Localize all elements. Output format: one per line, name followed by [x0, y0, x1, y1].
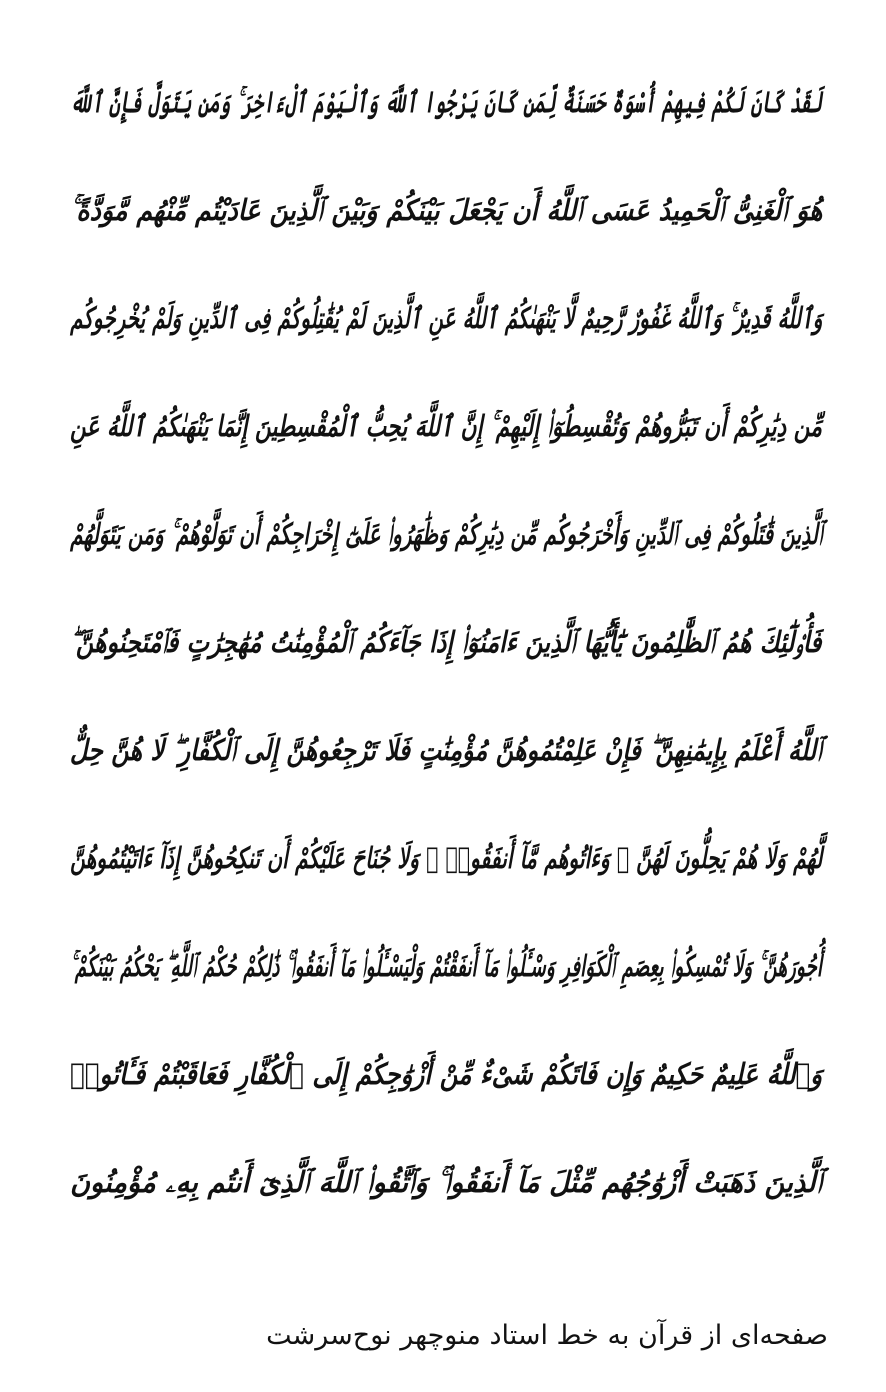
calligraphy-line-9 — [70, 930, 822, 1038]
calligraphy-line-3 — [70, 282, 822, 390]
calligraphy-line-10 — [70, 1038, 822, 1146]
calligraphy-text: ٱلَّذِينَ ذَهَبَتْ أَزْوَٰجُهُم مِّثْلَ مَآ أَنفَقُوا۟ ۚ وَٱتَّقُوا۟ ٱللَّهَ ٱلَّذِىٓ أَنتُم بِهِۦ مُؤْمِنُونَ — [70, 1165, 822, 1199]
calligraphy-line-4 — [70, 390, 822, 498]
calligraphy-text: مِّن دِيَٰرِكُمْ أَن تَبَرُّوهُمْ وَتُقْسِطُوٓا۟ إِلَيْهِمْ ۚ إِنَّ ٱللَّهَ يُحِبُّ ٱلْمُقْسِطِينَ إِنَّمَا يَنْهَىٰكُمُ ٱللَّهُ عَنِ — [69, 409, 822, 443]
calligraphy-line-8 — [70, 822, 822, 930]
calligraphy-text: وَٱللَّهُ قَدِيرٌ ۚ وَٱللَّهُ غَفُورٌ رَّحِيمٌ لَّا يَنْهَىٰكُمُ ٱللَّهُ عَنِ ٱلَّذِينَ لَمْ يُقَٰتِلُوكُمْ فِى ٱلدِّينِ وَلَمْ يُخْرِجُوكُم — [69, 301, 822, 335]
page-caption: صفحه‌ای از قرآن به خط استاد منوچهر نوح‌سرشت — [266, 1320, 828, 1351]
calligraphy-line-2 — [70, 174, 822, 282]
quran-calligraphy-block — [70, 66, 822, 1254]
calligraphy-line-11 — [70, 1146, 822, 1254]
calligraphy-line-7 — [70, 714, 822, 822]
calligraphy-text: أُجُورَهُنَّ ۚ وَلَا تُمْسِكُوا۟ بِعِصَمِ ٱلْكَوَافِرِ وَسْـَٔلُوا۟ مَآ أَنفَقْتُمْ وَلْيَسْـَٔلُوا۟ مَآ أَنفَقُوا۟ ۚ ذَٰلِكُمْ حُكْمُ ٱللَّهِ ۖ يَحْكُمُ بَيْنَكُمْ ۚ — [70, 949, 822, 983]
calligraphy-text: ٱلَّذِينَ قَٰتَلُوكُمْ فِى ٱلدِّينِ وَأَخْرَجُوكُم مِّن دِيَٰرِكُمْ وَظَٰهَرُوا۟ عَلَىٰٓ إِخْرَاجِكُمْ أَن تَوَلَّوْهُمْ ۚ وَمَن يَتَوَلَّهُمْ — [69, 517, 822, 551]
calligraphy-text: ٱللَّهُ أَعْلَمُ بِإِيمَٰنِهِنَّ ۖ فَإِنْ عَلِمْتُمُوهُنَّ مُؤْمِنَٰتٍ فَلَا تَرْجِعُوهُنَّ إِلَى ٱلْكُفَّارِ ۖ لَا هُنَّ حِلٌّ — [70, 733, 822, 767]
calligraphy-text: هُوَ ٱلْغَنِىُّ ٱلْحَمِيدُ عَسَى ٱللَّهُ أَن يَجْعَلَ بَيْنَكُمْ وَبَيْنَ ٱلَّذِينَ عَادَيْتُم مِّنْهُم مَّوَدَّةً ۚ — [69, 193, 822, 227]
calligraphy-line-6 — [70, 606, 822, 714]
calligraphy-text: لَقَدْ كَانَ لَكُمْ فِيهِمْ أُسْوَةٌ حَسَنَةٌ لِّمَن كَانَ يَرْجُوا ٱللَّهَ وَٱلْيَوْمَ ٱلْءَاخِرَ ۚ وَمَن يَتَوَلَّ فَإِنَّ ٱللَّهَ — [69, 85, 822, 119]
calligraphy-text: لَّهُمْ وَلَا هُمْ يَحِلُّونَ لَهُنَّ ۖ وَءَاتُوهُم مَّآ أَنفَقُوا۟ ۚ وَلَا جُنَاحَ عَلَيْكُمْ أَن تَنكِحُوهُنَّ إِذَآ ءَاتَيْتُمُوهُنَّ — [69, 841, 822, 875]
calligraphy-line-1 — [70, 66, 822, 174]
calligraphy-line-5 — [70, 498, 822, 606]
calligraphy-text: وَٱللَّهُ عَلِيمٌ حَكِيمٌ وَإِن فَاتَكُمْ شَىْءٌ مِّنْ أَزْوَٰجِكُمْ إِلَى ٱلْكُفَّارِ فَعَاقَبْتُمْ فَـَٔاتُوا۟ — [69, 1057, 822, 1091]
calligraphy-text: فَأُو۟لَٰٓئِكَ هُمُ ٱلظَّٰلِمُونَ يَٰٓأَيُّهَا ٱلَّذِينَ ءَامَنُوٓا۟ إِذَا جَآءَكُمُ ٱلْمُؤْمِنَٰتُ مُهَٰجِرَٰتٍ فَٱمْتَحِنُوهُنَّ ۖ — [70, 625, 822, 659]
